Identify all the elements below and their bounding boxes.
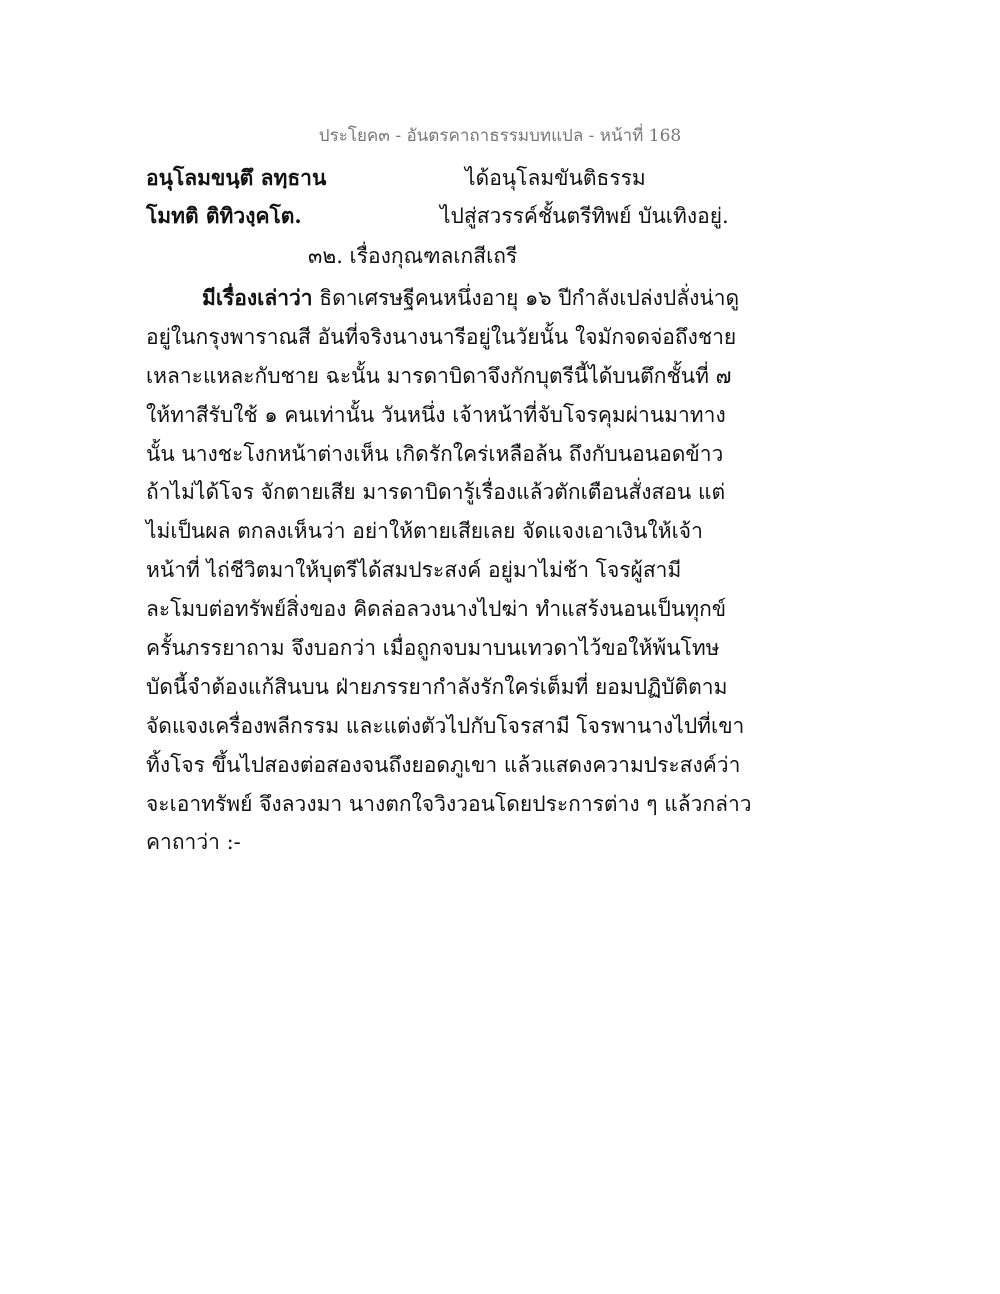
verse-thai: ไปสู่สวรรค์ชั้นตรีทิพย์ บันเทิงอยู่. bbox=[440, 204, 729, 228]
body-line: อยู่ในกรุงพาราณสี อันที่จริงนางนารีอยู่ในวัยนั้น ใจมักจดจ่อถึงชาย bbox=[146, 324, 737, 349]
body-line bbox=[146, 279, 740, 318]
section-title: ๓๒. เรื่องกุณฑลเกสีเถรี bbox=[308, 244, 518, 268]
verse-thai: ได้อนุโลมขันติธรรม bbox=[465, 166, 646, 190]
body-line: ให้ทาสีรับใช้ ๑ คนเท่านั้น วันหนึ่ง เจ้าหน้าที่จับโจรคุมผ่านมาทาง bbox=[146, 402, 726, 427]
body-line-text: ธิดาเศรษฐีคนหนึ่งอายุ ๑๖ ปีกำลังเปล่งปลั่งน่าดู bbox=[312, 286, 740, 310]
lead-phrase: มีเรื่องเล่าว่า bbox=[202, 285, 313, 310]
body-line: นั้น นางชะโงกหน้าต่างเห็น เกิดรักใคร่เหลือล้น ถึงกับนอนอดข้าว bbox=[146, 441, 724, 466]
verse-pali: อนุโลมขนฺตึ ลทฺธาน bbox=[146, 165, 327, 190]
verse-pali: โมทติ ติทิวงฺคโต. bbox=[146, 203, 302, 228]
verse-line bbox=[146, 162, 866, 196]
body-line: ถ้าไม่ได้โจร จักตายเสีย มารดาบิดารู้เรื่องแล้วตักเตือนสั่งสอน แต่ bbox=[146, 480, 726, 505]
body-line: เหลาะแหละกับชาย ฉะนั้น มารดาบิดาจึงกักบุตรีนี้ได้บนตึกชั้นที่ ๗ bbox=[146, 363, 732, 388]
body-line: บัดนี้จำต้องแก้สินบน ฝ่ายภรรยากำลังรักใคร่เต็มที่ ยอมปฏิบัติตาม bbox=[146, 674, 728, 699]
body-line: ครั้นภรรยาถาม จึงบอกว่า เมื่อถูกจบมาบนเทวดาไว้ขอให้พ้นโทษ bbox=[146, 636, 720, 661]
body-line: ทิ้งโจร ขึ้นไปสองต่อสองจนถึงยอดภูเขา แล้วแสดงความประสงค์ว่า bbox=[146, 752, 741, 777]
body-paragraph bbox=[146, 279, 752, 862]
body-line: จะเอาทรัพย์ จึงลวงมา นางตกใจวิงวอนโดยประการต่าง ๆ แล้วกล่าว bbox=[146, 791, 752, 816]
verse-line bbox=[146, 200, 866, 234]
body-line: ละโมบต่อทรัพย์สิ่งของ คิดล่อลวงนางไปฆ่า ทำแสร้งนอนเป็นทุกข์ bbox=[146, 597, 727, 622]
body-line: จัดแจงเครื่องพลีกรรม และแต่งตัวไปกับโจรสามี โจรพานางไปที่เขา bbox=[146, 713, 745, 738]
body-line: ไม่เป็นผล ตกลงเห็นว่า อย่าให้ตายเสียเลย จัดแจงเอาเงินให้เจ้า bbox=[146, 519, 703, 544]
body-line: หน้าที่ ไถ่ชีวิตมาให้บุตรีได้สมประสงค์ อยู่มาไม่ช้า โจรผู้สามี bbox=[146, 558, 682, 583]
body-line: คาถาว่า :- bbox=[146, 830, 241, 855]
running-header: ประโยค๓ - อันตรคาถาธรรมบทแปล - หน้าที่ 168 bbox=[318, 126, 682, 146]
